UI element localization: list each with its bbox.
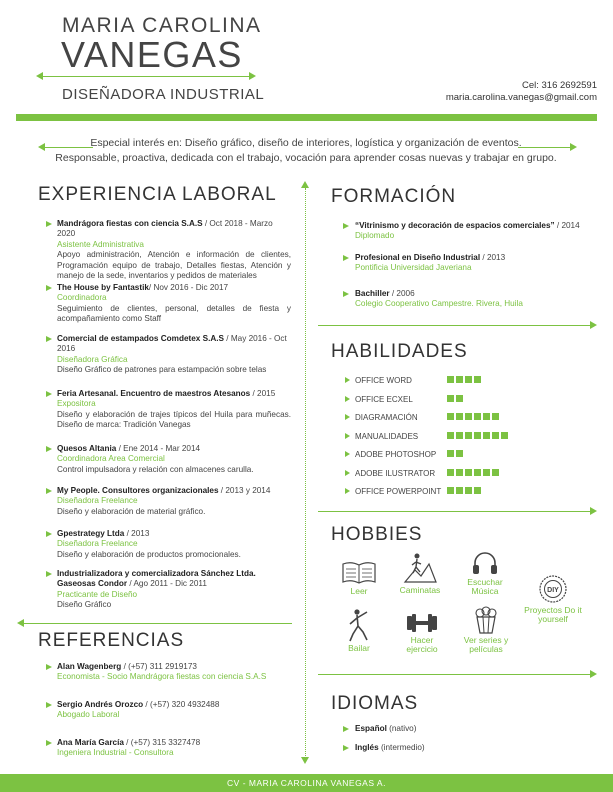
experience-heading bbox=[57, 389, 291, 399]
experience-dates: / Ago 2011 - Dic 2011 bbox=[127, 579, 207, 589]
bullet-arrow-icon bbox=[345, 414, 350, 420]
right-divider-1 bbox=[318, 325, 592, 326]
header-bar bbox=[16, 114, 597, 121]
arrow-right-icon bbox=[590, 321, 597, 329]
experience-company: Comercial de estampados Comdetex S.A.S bbox=[57, 334, 224, 343]
education-heading bbox=[355, 221, 595, 231]
skill-level-square bbox=[483, 413, 490, 420]
skill-level-square bbox=[447, 469, 454, 476]
language-name: Español bbox=[355, 724, 387, 733]
skill-level-square bbox=[483, 432, 490, 439]
skill-name: MANUALIDADES bbox=[355, 431, 419, 441]
bullet-arrow-icon bbox=[46, 702, 52, 708]
skill-level-square bbox=[447, 432, 454, 439]
hobby-label: Ver series y películas bbox=[463, 635, 509, 654]
bullet-arrow-icon bbox=[345, 433, 350, 439]
bullet-arrow-icon bbox=[345, 470, 350, 476]
reference-phone: / (+57) 315 3327478 bbox=[123, 738, 201, 747]
experience-description: Control impulsadora y relación con almacenes carulla. bbox=[57, 464, 254, 474]
arrow-right-icon bbox=[249, 72, 256, 80]
bullet-arrow-icon bbox=[46, 336, 52, 342]
bullet-arrow-icon bbox=[345, 396, 350, 402]
reference-item bbox=[57, 662, 291, 683]
reference-name: Ana María García bbox=[57, 738, 124, 747]
experience-heading bbox=[57, 529, 291, 539]
reference-name: Alan Wagenberg bbox=[57, 662, 122, 671]
hobby-dance bbox=[340, 608, 378, 653]
experience-item bbox=[57, 389, 291, 431]
references-title: REFERENCIAS bbox=[38, 630, 185, 651]
experience-heading bbox=[57, 569, 291, 590]
education-item bbox=[355, 289, 595, 310]
experience-dates: / May 2016 - Oct 2016 bbox=[57, 334, 287, 354]
experience-description: Diseño y elaboración de trajes típicos del Huila para muñecas. Diseño de marca: Tradición Vanegas bbox=[57, 409, 291, 430]
skill-level-square bbox=[447, 450, 454, 457]
hobby-label: Bailar bbox=[348, 643, 370, 653]
bullet-arrow-icon bbox=[343, 726, 349, 732]
skill-level-square bbox=[456, 450, 463, 457]
arrow-down-icon bbox=[301, 757, 309, 764]
reference-item bbox=[57, 700, 291, 721]
reference-item bbox=[57, 738, 291, 759]
experience-item bbox=[57, 334, 291, 376]
right-divider-3 bbox=[318, 674, 592, 675]
experience-heading bbox=[57, 486, 291, 496]
bullet-arrow-icon bbox=[345, 488, 350, 494]
skill-name: ADOBE ILUSTRATOR bbox=[355, 468, 436, 478]
email: maria.carolina.vanegas@gmail.com bbox=[445, 92, 597, 103]
hobby-music bbox=[462, 550, 508, 596]
skill-name: DIAGRAMACIÓN bbox=[355, 413, 418, 422]
experience-heading bbox=[57, 444, 291, 454]
hobby-label: Caminatas bbox=[399, 585, 441, 595]
education-name: Bachiller bbox=[355, 289, 390, 298]
bullet-arrow-icon bbox=[345, 451, 350, 457]
education-year: / 2006 bbox=[389, 289, 415, 298]
education-place: Pontificia Universidad Javeriana bbox=[355, 263, 472, 273]
dancer-icon bbox=[347, 608, 371, 642]
bullet-arrow-icon bbox=[46, 446, 52, 452]
skill-level-square bbox=[447, 395, 454, 402]
skill-level-square bbox=[474, 432, 481, 439]
hobby-diy bbox=[520, 574, 586, 624]
skill-level-square bbox=[474, 413, 481, 420]
experience-company: The House by Fantastik bbox=[57, 283, 149, 292]
bullet-arrow-icon bbox=[46, 488, 52, 494]
experience-position: Expositora bbox=[57, 399, 96, 409]
hobby-hiking bbox=[397, 552, 443, 595]
bullet-arrow-icon bbox=[343, 745, 349, 751]
skill-name: OFFICE POWERPOINT bbox=[355, 487, 442, 496]
skill-level-square bbox=[474, 469, 481, 476]
language-item bbox=[355, 724, 555, 734]
education-item bbox=[355, 253, 595, 274]
book-icon bbox=[341, 561, 377, 585]
skill-level-square bbox=[447, 487, 454, 494]
experience-heading bbox=[57, 219, 291, 240]
reference-name: Sergio Andrés Orozco bbox=[57, 700, 144, 709]
experience-position: Coordinadora Area Comercial bbox=[57, 454, 165, 464]
right-divider-2 bbox=[318, 511, 592, 512]
reference-phone: / (+57) 311 2919173 bbox=[121, 662, 197, 671]
hobby-label: Hacer ejercicio bbox=[406, 635, 438, 654]
education-heading bbox=[355, 289, 595, 299]
experience-description: Diseño Gráfico bbox=[57, 600, 112, 610]
skill-name: OFFICE WORD bbox=[355, 376, 412, 385]
experience-position: Diseñadora Gráfica bbox=[57, 354, 128, 364]
reference-phone: / (+57) 320 4932488 bbox=[143, 700, 220, 709]
skill-level-square bbox=[483, 469, 490, 476]
headphones-icon bbox=[471, 550, 499, 576]
education-place: Colegio Cooperativo Campestre. Rivera, Huila bbox=[355, 299, 523, 309]
bullet-arrow-icon bbox=[46, 285, 52, 291]
skill-level-square bbox=[447, 376, 454, 383]
reference-heading bbox=[57, 700, 291, 710]
skill-level-square bbox=[474, 487, 481, 494]
bullet-arrow-icon bbox=[46, 740, 52, 746]
interest-line-1: Especial interés en: Diseño gráfico, diseño de interiores, logística y organización de eventos. bbox=[90, 137, 522, 149]
skill-row bbox=[355, 487, 555, 496]
skill-level-square bbox=[492, 432, 499, 439]
skill-row bbox=[355, 395, 555, 404]
experience-company: Industrializadora y comercializadora Sánchez Ltda. Gaseosas Condor bbox=[57, 569, 256, 589]
experience-item bbox=[57, 529, 291, 560]
skill-level-bar bbox=[447, 469, 501, 478]
skill-name: ADOBE PHOTOSHOP bbox=[355, 450, 437, 459]
experience-item bbox=[57, 569, 291, 611]
skills-title: HABILIDADES bbox=[331, 341, 468, 362]
experience-company: Quesos Altania bbox=[57, 444, 117, 453]
arrow-right-icon bbox=[590, 670, 597, 678]
column-divider bbox=[305, 188, 306, 758]
experience-description: Diseño y elaboración de productos promocionales. bbox=[57, 549, 241, 559]
bullet-arrow-icon bbox=[46, 531, 52, 537]
skill-row bbox=[355, 432, 555, 441]
experience-item bbox=[57, 219, 291, 281]
skill-row bbox=[355, 376, 555, 385]
education-name: Profesional en Diseño Industrial bbox=[355, 253, 481, 262]
skill-level-bar bbox=[447, 413, 501, 422]
phone: Cel: 316 2692591 bbox=[521, 80, 597, 91]
experience-heading bbox=[57, 334, 291, 355]
experience-item bbox=[57, 444, 291, 475]
skill-level-square bbox=[492, 413, 499, 420]
experience-position: Coordinadora bbox=[57, 293, 107, 303]
experience-description: Apoyo administración, Atención e información de clientes, Programación equipo de trabajo, Detalles fiestas, Atención y manejo de la sede, inventarios y pedidos de materiales bbox=[57, 250, 291, 281]
skill-level-square bbox=[447, 413, 454, 420]
skill-level-square bbox=[492, 469, 499, 476]
experience-company: Mandrágora fiestas con ciencia S.A.S bbox=[57, 219, 203, 228]
hobby-read bbox=[338, 561, 380, 596]
reference-heading bbox=[57, 662, 291, 672]
skill-level-bar bbox=[447, 450, 465, 459]
header-divider bbox=[38, 76, 254, 77]
hobbies-title: HOBBIES bbox=[331, 524, 423, 545]
skill-level-bar bbox=[447, 395, 465, 404]
skill-level-square bbox=[465, 413, 472, 420]
experience-position: Diseñadora Freelance bbox=[57, 539, 138, 549]
education-year: / 2014 bbox=[554, 221, 580, 230]
education-year: / 2013 bbox=[480, 253, 506, 262]
experience-position: Asistente Administrativa bbox=[57, 239, 144, 249]
experience-dates: / 2015 bbox=[250, 389, 276, 398]
skill-level-square bbox=[456, 432, 463, 439]
skill-level-square bbox=[465, 376, 472, 383]
experience-item bbox=[57, 283, 291, 325]
experience-item bbox=[57, 486, 291, 517]
role-title: DISEÑADORA INDUSTRIAL bbox=[62, 86, 265, 103]
hobby-label: Leer bbox=[350, 586, 368, 596]
skill-level-square bbox=[456, 487, 463, 494]
diy-stamp-icon bbox=[538, 574, 568, 604]
experience-dates: / Ene 2014 - Mar 2014 bbox=[116, 444, 201, 453]
experience-description: Diseño y elaboración de material gráfico. bbox=[57, 506, 206, 516]
hobby-label: Escuchar Música bbox=[467, 577, 503, 596]
language-level: (intermedio) bbox=[380, 743, 425, 752]
arrow-up-icon bbox=[301, 181, 309, 188]
experience-heading bbox=[57, 283, 291, 293]
hobby-exercise bbox=[400, 612, 444, 654]
skill-level-square bbox=[465, 469, 472, 476]
experience-dates: / 2013 bbox=[124, 529, 150, 538]
language-name: Inglés bbox=[355, 743, 379, 752]
hiking-icon bbox=[403, 552, 437, 584]
experience-company: Feria Artesanal. Encuentro de maestros Atesanos bbox=[57, 389, 251, 398]
skill-level-square bbox=[501, 432, 508, 439]
arrow-left-icon bbox=[36, 72, 43, 80]
experience-dates: / Nov 2016 - Dic 2017 bbox=[148, 283, 229, 292]
hobby-label: Proyectos Do it yourself bbox=[524, 605, 582, 624]
skill-level-square bbox=[456, 395, 463, 402]
bullet-arrow-icon bbox=[343, 255, 349, 261]
skill-level-square bbox=[456, 376, 463, 383]
experience-dates: / 2013 y 2014 bbox=[218, 486, 271, 495]
reference-role: Economista - Socio Mandrágora fiestas con ciencia S.A.S bbox=[57, 672, 267, 682]
language-level: (nativo) bbox=[389, 724, 417, 733]
skill-row bbox=[355, 469, 555, 478]
skill-level-square bbox=[456, 469, 463, 476]
popcorn-icon bbox=[474, 606, 498, 634]
experience-description: Diseño Gráfico de patrones para estampación sobre telas bbox=[57, 365, 267, 375]
education-item bbox=[355, 221, 595, 242]
skill-level-square bbox=[456, 413, 463, 420]
language-item bbox=[355, 743, 555, 753]
skill-level-bar bbox=[447, 432, 510, 441]
experience-description: Seguimiento de clientes, personal, detalles de fiesta y acompañamiento como Staff bbox=[57, 303, 291, 324]
experience-position: Diseñadora Freelance bbox=[57, 496, 138, 506]
dumbbell-icon bbox=[405, 612, 439, 634]
education-heading bbox=[355, 253, 595, 263]
diy-stamp-text: DIY bbox=[547, 587, 559, 594]
skill-level-square bbox=[465, 487, 472, 494]
skill-level-square bbox=[465, 432, 472, 439]
interest-line-2: Responsable, proactiva, dedicada con el trabajo, vocación para aprender cosas nuevas y trabajar en grupo. bbox=[55, 152, 557, 164]
footer: CV - MARIA CAROLINA VANEGAS A. bbox=[0, 774, 613, 792]
hobby-movies bbox=[460, 606, 512, 654]
experience-title: EXPERIENCIA LABORAL bbox=[38, 184, 277, 205]
skill-level-square bbox=[474, 376, 481, 383]
experience-company: My People. Consultores organizacionales bbox=[57, 486, 219, 495]
arrow-right-icon bbox=[590, 507, 597, 515]
reference-role: Abogado Laboral bbox=[57, 710, 120, 720]
reference-role: Ingeniera Industrial - Consultora bbox=[57, 748, 174, 758]
bullet-arrow-icon bbox=[345, 377, 350, 383]
bullet-arrow-icon bbox=[46, 221, 52, 227]
arrow-left-icon bbox=[17, 619, 24, 627]
education-name: “Vitrinismo y decoración de espacios comerciales” bbox=[355, 221, 555, 230]
reference-heading bbox=[57, 738, 291, 748]
experience-company: Gpestrategy Ltda bbox=[57, 529, 125, 538]
skill-row bbox=[355, 450, 555, 459]
experience-position: Practicante de Diseño bbox=[57, 589, 138, 599]
education-place: Diplomado bbox=[355, 231, 395, 241]
skill-name: OFFICE ECXEL bbox=[355, 394, 413, 404]
experience-dates: / Oct 2018 - Marzo 2020 bbox=[57, 219, 273, 239]
left-section-divider bbox=[22, 623, 292, 624]
first-names: MARIA CAROLINA bbox=[62, 14, 262, 37]
skill-row bbox=[355, 413, 555, 422]
skill-level-bar bbox=[447, 376, 483, 385]
bullet-arrow-icon bbox=[46, 391, 52, 397]
bullet-arrow-icon bbox=[46, 664, 52, 670]
skill-level-bar bbox=[447, 487, 483, 496]
languages-title: IDIOMAS bbox=[331, 693, 419, 714]
bullet-arrow-icon bbox=[343, 291, 349, 297]
bullet-arrow-icon bbox=[46, 571, 52, 577]
bullet-arrow-icon bbox=[343, 223, 349, 229]
education-title: FORMACIÓN bbox=[331, 186, 457, 207]
last-name: VANEGAS bbox=[61, 34, 243, 75]
